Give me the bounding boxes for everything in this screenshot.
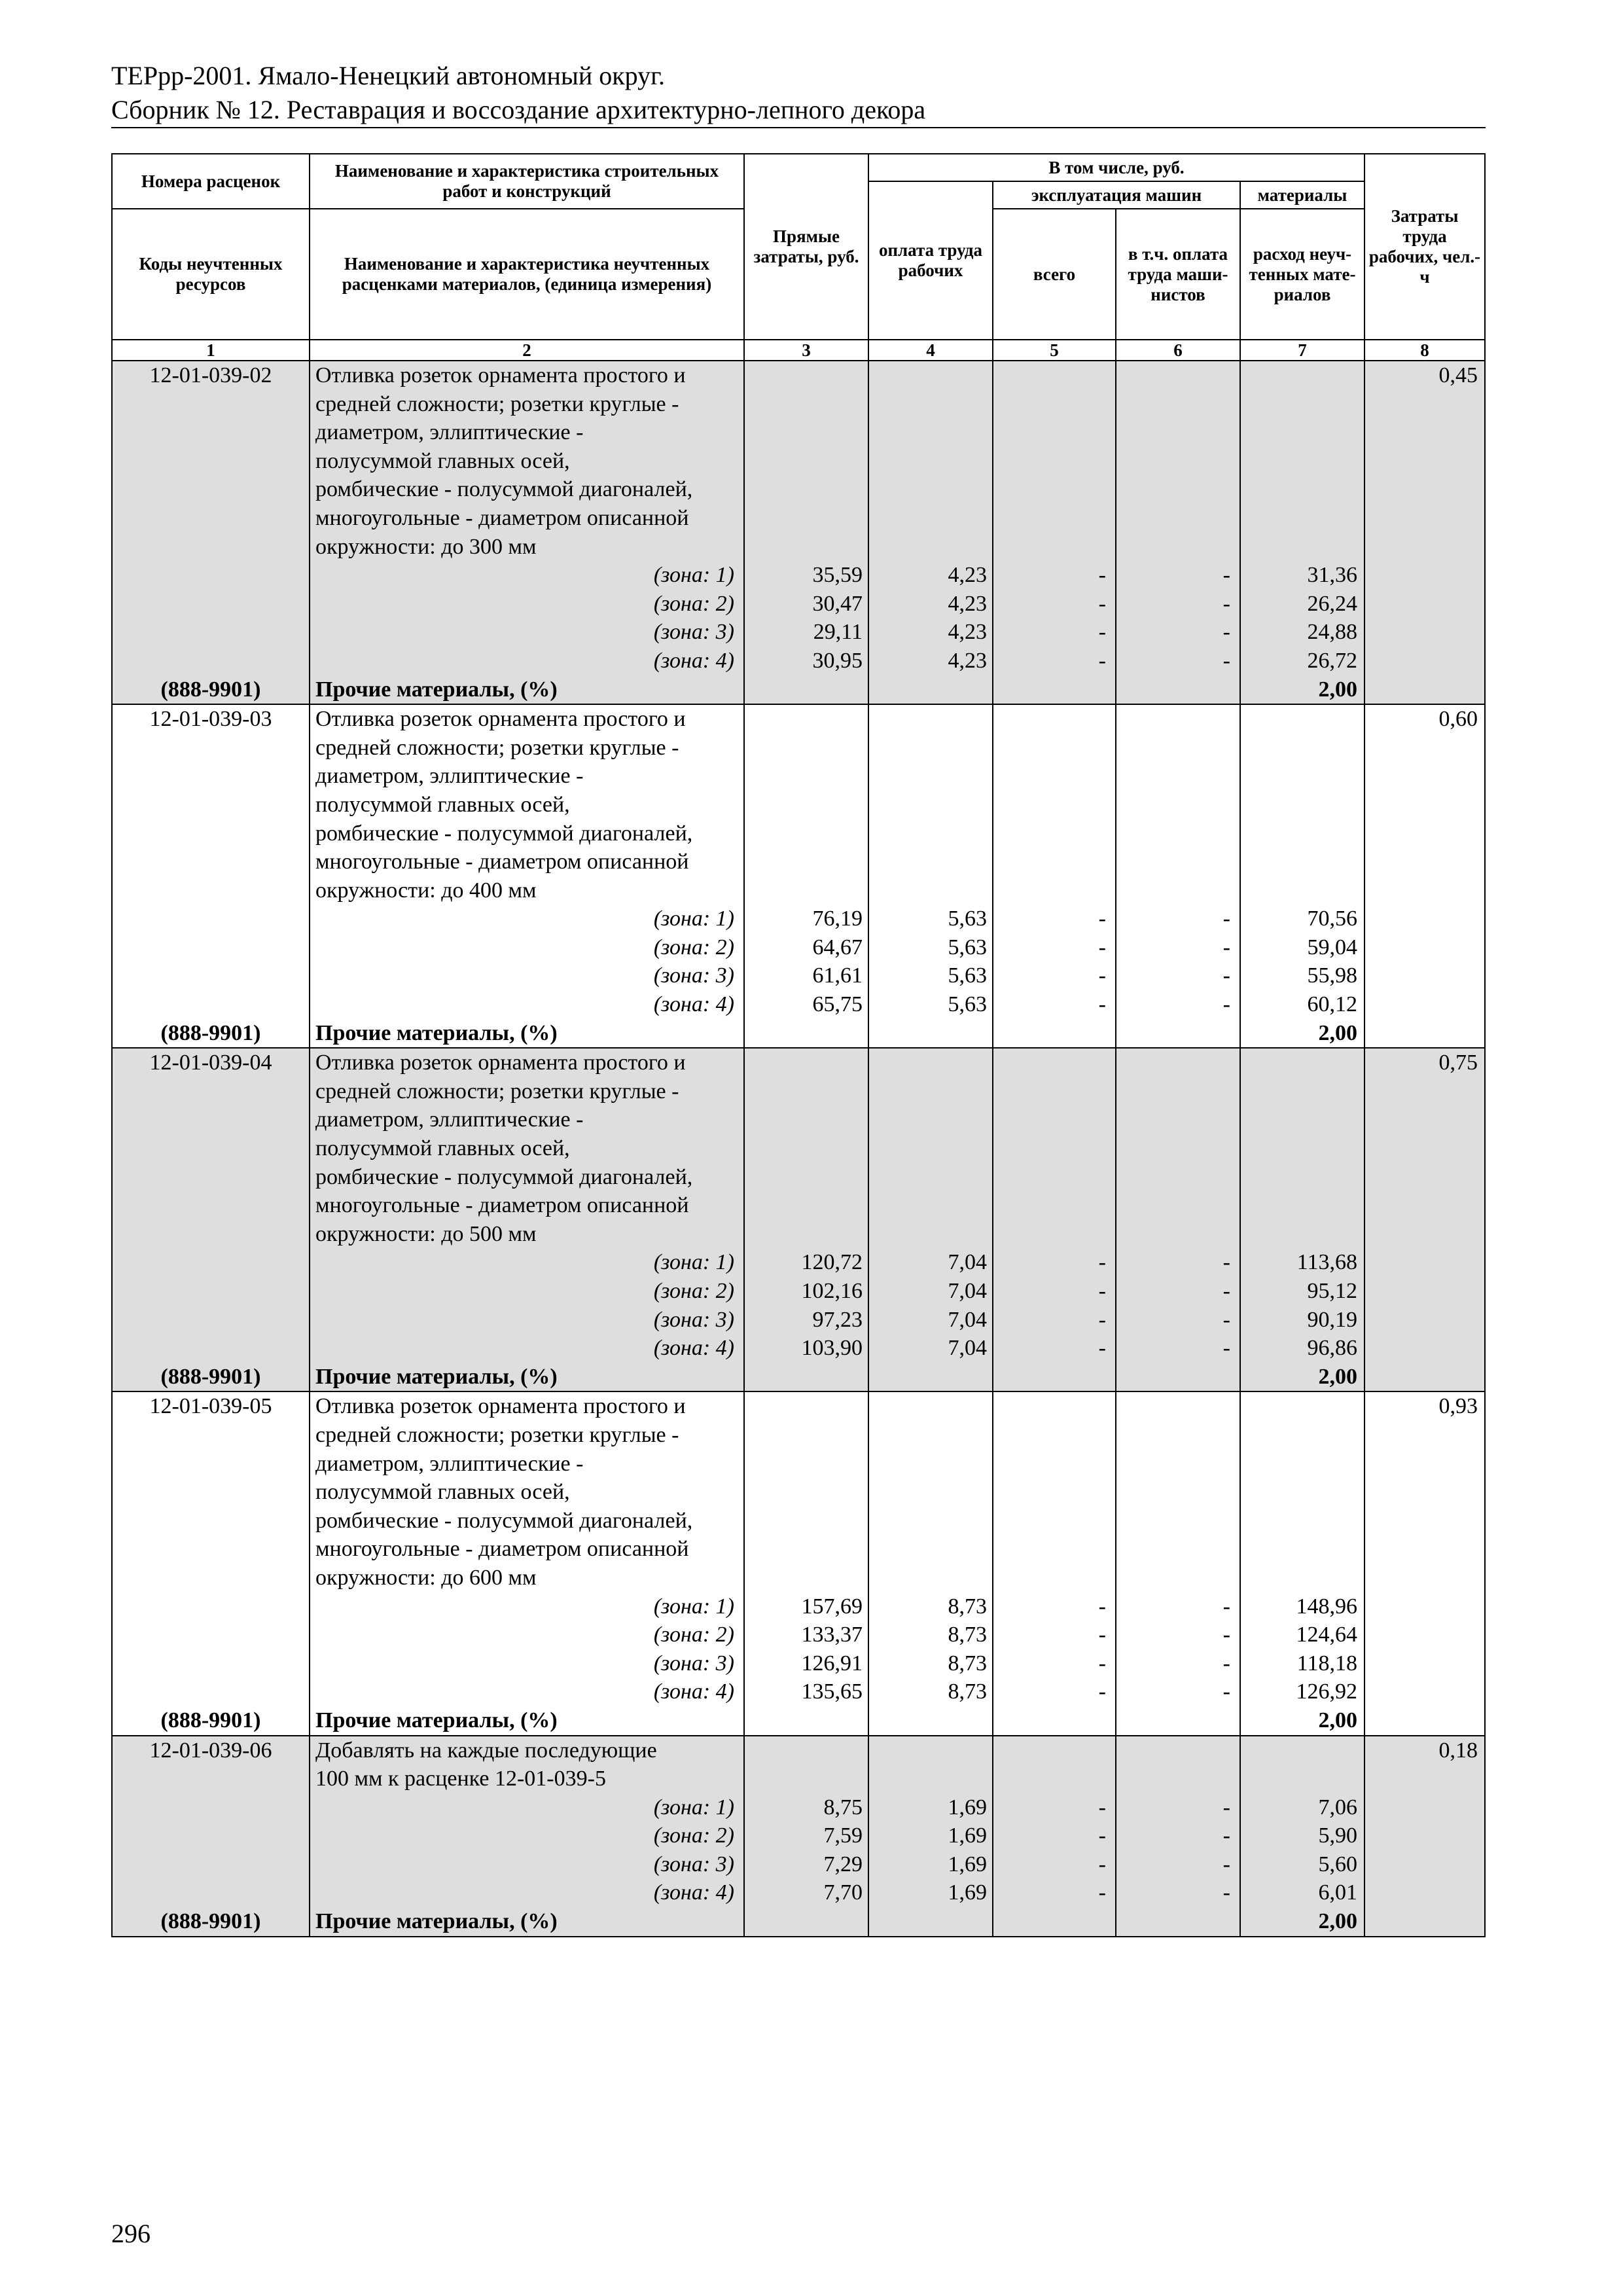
direct-costs-value: 157,69	[744, 1592, 868, 1621]
materials-value: 148,96	[1240, 1592, 1364, 1621]
header-material-name: Наименование и характеристика неучтенных расценками материалов, (единица измерения)	[310, 209, 744, 340]
rate-code: 12-01-039-04	[112, 1048, 310, 1077]
rate-description-line: полусуммой главных осей,	[310, 791, 744, 819]
header-resource-codes: Коды неучтенных ресурсов	[112, 209, 310, 340]
direct-costs-value: 135,65	[744, 1677, 868, 1706]
rate-group	[112, 361, 1485, 704]
material-code: (888-9901)	[112, 1363, 310, 1392]
rate-group	[112, 1736, 1485, 1937]
material-name: Прочие материалы, (%)	[310, 1706, 744, 1736]
table-header	[112, 154, 1485, 361]
header-work-name: Наименование и характеристика строительных работ и конструкций	[310, 154, 744, 209]
direct-costs-value: 30,47	[744, 590, 868, 619]
materials-value: 118,18	[1240, 1649, 1364, 1678]
zone-label: (зона: 1)	[310, 561, 744, 590]
column-number: 5	[993, 340, 1116, 361]
rate-description-line: Отливка розеток орнамента простого и	[310, 1048, 744, 1077]
rate-description-line: Отливка розеток орнамента простого и	[310, 1391, 744, 1421]
material-name: Прочие материалы, (%)	[310, 675, 744, 705]
worker-pay-value: 7,04	[868, 1306, 993, 1335]
material-name: Прочие материалы, (%)	[310, 1363, 744, 1392]
collection-title: ТЕРрр-2001. Ямало-Ненецкий автономный округ.	[111, 61, 666, 90]
materials-value: 124,64	[1240, 1621, 1364, 1649]
direct-costs-value: 120,72	[744, 1248, 868, 1277]
materials-value: 95,12	[1240, 1277, 1364, 1306]
header-machinist-pay: в т.ч. оплата труда маши-нистов	[1116, 209, 1240, 340]
zone-label: (зона: 4)	[310, 1878, 744, 1907]
materials-value: 31,36	[1240, 561, 1364, 590]
materials-value: 6,01	[1240, 1878, 1364, 1907]
zone-label: (зона: 2)	[310, 933, 744, 962]
zone-row	[112, 933, 1485, 962]
machine-total-value: -	[993, 1878, 1116, 1907]
machinist-pay-value: -	[1116, 961, 1240, 990]
machinist-pay-value: -	[1116, 1621, 1240, 1649]
worker-pay-value: 4,23	[868, 561, 993, 590]
zone-row	[112, 590, 1485, 619]
zone-row	[112, 1649, 1485, 1678]
machinist-pay-value: -	[1116, 561, 1240, 590]
direct-costs-value: 7,29	[744, 1850, 868, 1879]
rate-description-line: окружности: до 300 мм	[310, 533, 744, 562]
rate-group	[112, 1391, 1485, 1735]
rate-group	[112, 704, 1485, 1048]
labor-costs-value: 0,60	[1364, 704, 1485, 734]
direct-costs-value: 61,61	[744, 961, 868, 990]
machine-total-value: -	[993, 590, 1116, 619]
zone-label: (зона: 3)	[310, 1850, 744, 1879]
machine-total-value: -	[993, 1793, 1116, 1822]
zone-row	[112, 1621, 1485, 1649]
machinist-pay-value: -	[1116, 1850, 1240, 1879]
materials-value: 26,24	[1240, 590, 1364, 619]
page-number: 296	[111, 2219, 151, 2248]
materials-value: 60,12	[1240, 990, 1364, 1019]
rates-table	[111, 153, 1486, 1937]
rate-code: 12-01-039-02	[112, 361, 310, 390]
rate-code: 12-01-039-06	[112, 1736, 310, 1765]
rate-description-line: ромбические - полусуммой диагоналей,	[310, 819, 744, 848]
materials-value: 70,56	[1240, 905, 1364, 933]
machine-total-value: -	[993, 905, 1116, 933]
machinist-pay-value: -	[1116, 1277, 1240, 1306]
machine-total-value: -	[993, 933, 1116, 962]
collection-subtitle: Сборник № 12. Реставрация и воссоздание архитектурно-лепного декора	[111, 95, 926, 124]
zone-label: (зона: 2)	[310, 1621, 744, 1649]
machinist-pay-value: -	[1116, 990, 1240, 1019]
zone-row	[112, 618, 1485, 647]
header-worker-pay: оплата труда рабочих	[868, 181, 993, 340]
worker-pay-value: 4,23	[868, 647, 993, 675]
worker-pay-value: 5,63	[868, 990, 993, 1019]
rate-description-line: Отливка розеток орнамента простого и	[310, 361, 744, 390]
materials-value: 126,92	[1240, 1677, 1364, 1706]
zone-label: (зона: 1)	[310, 1592, 744, 1621]
direct-costs-value: 65,75	[744, 990, 868, 1019]
zone-row	[112, 1850, 1485, 1879]
machine-total-value: -	[993, 647, 1116, 675]
machinist-pay-value: -	[1116, 905, 1240, 933]
material-usage-value: 2,00	[1240, 675, 1364, 705]
machine-total-value: -	[993, 1248, 1116, 1277]
machine-total-value: -	[993, 1821, 1116, 1850]
rate-description-line: средней сложности; розетки круглые -	[310, 1077, 744, 1106]
zone-label: (зона: 2)	[310, 1821, 744, 1850]
worker-pay-value: 7,04	[868, 1277, 993, 1306]
rate-description-line: ромбические - полусуммой диагоналей,	[310, 475, 744, 504]
zone-label: (зона: 1)	[310, 1248, 744, 1277]
worker-pay-value: 5,63	[868, 905, 993, 933]
machinist-pay-value: -	[1116, 1649, 1240, 1678]
column-number: 2	[310, 340, 744, 361]
material-row	[112, 1706, 1485, 1736]
header-divider	[111, 127, 1486, 128]
materials-value: 96,86	[1240, 1334, 1364, 1363]
direct-costs-value: 29,11	[744, 618, 868, 647]
rate-description-line: 100 мм к расценке 12-01-039-5	[310, 1765, 744, 1793]
column-number: 7	[1240, 340, 1364, 361]
material-row	[112, 1907, 1485, 1937]
rate-description-line: многоугольные - диаметром описанной	[310, 848, 744, 876]
zone-row	[112, 1334, 1485, 1363]
materials-value: 5,90	[1240, 1821, 1364, 1850]
rate-description-line: Добавлять на каждые последующие	[310, 1736, 744, 1765]
rate-description-line: ромбические - полусуммой диагоналей,	[310, 1163, 744, 1192]
materials-value: 113,68	[1240, 1248, 1364, 1277]
worker-pay-value: 5,63	[868, 961, 993, 990]
machine-total-value: -	[993, 618, 1116, 647]
rate-description-line: ромбические - полусуммой диагоналей,	[310, 1507, 744, 1535]
rate-description-line: окружности: до 500 мм	[310, 1220, 744, 1249]
zone-row	[112, 647, 1485, 675]
worker-pay-value: 7,04	[868, 1248, 993, 1277]
worker-pay-value: 8,73	[868, 1649, 993, 1678]
rate-description-line: диаметром, эллиптические -	[310, 762, 744, 791]
rate-description-line: многоугольные - диаметром описанной	[310, 504, 744, 533]
machinist-pay-value: -	[1116, 1592, 1240, 1621]
worker-pay-value: 4,23	[868, 618, 993, 647]
column-numbers-row	[112, 340, 1485, 361]
header-direct-costs: Прямые затраты, руб.	[744, 154, 868, 340]
machine-total-value: -	[993, 1677, 1116, 1706]
zone-row	[112, 961, 1485, 990]
rate-description-line: средней сложности; розетки круглые -	[310, 1421, 744, 1450]
direct-costs-value: 76,19	[744, 905, 868, 933]
zone-row	[112, 1277, 1485, 1306]
rate-description-line: диаметром, эллиптические -	[310, 1450, 744, 1479]
zone-row	[112, 1592, 1485, 1621]
rate-description-line: диаметром, эллиптические -	[310, 418, 744, 447]
zone-label: (зона: 2)	[310, 1277, 744, 1306]
header-labor-costs: Затраты труда рабочих, чел.-ч	[1364, 154, 1485, 340]
worker-pay-value: 1,69	[868, 1821, 993, 1850]
header-including: В том числе, руб.	[868, 154, 1364, 181]
header-material-usage: расход неуч-тенных мате-риалов	[1240, 209, 1364, 340]
zone-row	[112, 1878, 1485, 1907]
machinist-pay-value: -	[1116, 590, 1240, 619]
worker-pay-value: 5,63	[868, 933, 993, 962]
materials-value: 7,06	[1240, 1793, 1364, 1822]
machinist-pay-value: -	[1116, 1306, 1240, 1335]
machine-total-value: -	[993, 1592, 1116, 1621]
direct-costs-value: 64,67	[744, 933, 868, 962]
worker-pay-value: 1,69	[868, 1878, 993, 1907]
rate-description-line: окружности: до 400 мм	[310, 876, 744, 905]
rate-description-line: окружности: до 600 мм	[310, 1564, 744, 1592]
rate-description-line: Отливка розеток орнамента простого и	[310, 704, 744, 734]
rate-code: 12-01-039-03	[112, 704, 310, 734]
material-usage-value: 2,00	[1240, 1363, 1364, 1392]
rate-description-line: диаметром, эллиптические -	[310, 1105, 744, 1134]
materials-value: 24,88	[1240, 618, 1364, 647]
direct-costs-value: 35,59	[744, 561, 868, 590]
direct-costs-value: 126,91	[744, 1649, 868, 1678]
zone-label: (зона: 4)	[310, 647, 744, 675]
direct-costs-value: 7,59	[744, 1821, 868, 1850]
material-name: Прочие материалы, (%)	[310, 1907, 744, 1937]
direct-costs-value: 8,75	[744, 1793, 868, 1822]
material-usage-value: 2,00	[1240, 1907, 1364, 1937]
material-row	[112, 675, 1485, 705]
zone-label: (зона: 3)	[310, 618, 744, 647]
worker-pay-value: 8,73	[868, 1677, 993, 1706]
labor-costs-value: 0,45	[1364, 361, 1485, 390]
machinist-pay-value: -	[1116, 1248, 1240, 1277]
direct-costs-value: 102,16	[744, 1277, 868, 1306]
rate-group	[112, 1048, 1485, 1391]
zone-label: (зона: 4)	[310, 1677, 744, 1706]
zone-row	[112, 561, 1485, 590]
zone-row	[112, 1306, 1485, 1335]
zone-row	[112, 1821, 1485, 1850]
zone-label: (зона: 4)	[310, 990, 744, 1019]
header-materials: материалы	[1240, 181, 1364, 209]
material-name: Прочие материалы, (%)	[310, 1019, 744, 1049]
zone-label: (зона: 1)	[310, 905, 744, 933]
machine-total-value: -	[993, 961, 1116, 990]
direct-costs-value: 103,90	[744, 1334, 868, 1363]
direct-costs-value: 133,37	[744, 1621, 868, 1649]
rate-description-line: многоугольные - диаметром описанной	[310, 1191, 744, 1220]
worker-pay-value: 8,73	[868, 1592, 993, 1621]
rate-description-line: средней сложности; розетки круглые -	[310, 734, 744, 762]
machinist-pay-value: -	[1116, 647, 1240, 675]
header-rate-numbers: Номера расценок	[112, 154, 310, 209]
column-number: 8	[1364, 340, 1485, 361]
worker-pay-value: 7,04	[868, 1334, 993, 1363]
machine-total-value: -	[993, 1306, 1116, 1335]
worker-pay-value: 8,73	[868, 1621, 993, 1649]
material-usage-value: 2,00	[1240, 1706, 1364, 1736]
labor-costs-value: 0,93	[1364, 1391, 1485, 1421]
zone-row	[112, 990, 1485, 1019]
materials-value: 55,98	[1240, 961, 1364, 990]
zone-row	[112, 1793, 1485, 1822]
worker-pay-value: 1,69	[868, 1793, 993, 1822]
materials-value: 59,04	[1240, 933, 1364, 962]
machinist-pay-value: -	[1116, 618, 1240, 647]
material-row	[112, 1363, 1485, 1392]
column-number: 6	[1116, 340, 1240, 361]
zone-label: (зона: 2)	[310, 590, 744, 619]
rate-description-line: многоугольные - диаметром описанной	[310, 1535, 744, 1564]
header-machine-total: всего	[993, 209, 1116, 340]
worker-pay-value: 1,69	[868, 1850, 993, 1879]
machinist-pay-value: -	[1116, 933, 1240, 962]
materials-value: 90,19	[1240, 1306, 1364, 1335]
zone-row	[112, 1248, 1485, 1277]
material-code: (888-9901)	[112, 1706, 310, 1736]
rate-description-line: полусуммой главных осей,	[310, 447, 744, 476]
materials-value: 5,60	[1240, 1850, 1364, 1879]
zone-label: (зона: 4)	[310, 1334, 744, 1363]
machine-total-value: -	[993, 1621, 1116, 1649]
machinist-pay-value: -	[1116, 1793, 1240, 1822]
machine-total-value: -	[993, 1850, 1116, 1879]
material-code: (888-9901)	[112, 1907, 310, 1937]
material-code: (888-9901)	[112, 675, 310, 705]
machine-total-value: -	[993, 1277, 1116, 1306]
machinist-pay-value: -	[1116, 1677, 1240, 1706]
zone-label: (зона: 3)	[310, 1649, 744, 1678]
zone-row	[112, 1677, 1485, 1706]
material-usage-value: 2,00	[1240, 1019, 1364, 1049]
materials-value: 26,72	[1240, 647, 1364, 675]
page-header	[111, 59, 1486, 127]
rate-description-line: полусуммой главных осей,	[310, 1478, 744, 1507]
machinist-pay-value: -	[1116, 1878, 1240, 1907]
zone-label: (зона: 3)	[310, 1306, 744, 1335]
direct-costs-value: 30,95	[744, 647, 868, 675]
machine-total-value: -	[993, 561, 1116, 590]
rate-code: 12-01-039-05	[112, 1391, 310, 1421]
labor-costs-value: 0,75	[1364, 1048, 1485, 1077]
column-number: 1	[112, 340, 310, 361]
worker-pay-value: 4,23	[868, 590, 993, 619]
header-machine-operation: эксплуатация машин	[993, 181, 1240, 209]
direct-costs-value: 97,23	[744, 1306, 868, 1335]
material-code: (888-9901)	[112, 1019, 310, 1049]
machine-total-value: -	[993, 1334, 1116, 1363]
machine-total-value: -	[993, 990, 1116, 1019]
material-row	[112, 1019, 1485, 1049]
zone-label: (зона: 3)	[310, 961, 744, 990]
zone-row	[112, 905, 1485, 933]
column-number: 3	[744, 340, 868, 361]
zone-label: (зона: 1)	[310, 1793, 744, 1822]
column-number: 4	[868, 340, 993, 361]
rate-description-line: полусуммой главных осей,	[310, 1134, 744, 1163]
labor-costs-value: 0,18	[1364, 1736, 1485, 1765]
direct-costs-value: 7,70	[744, 1878, 868, 1907]
machine-total-value: -	[993, 1649, 1116, 1678]
machinist-pay-value: -	[1116, 1334, 1240, 1363]
rate-description-line: средней сложности; розетки круглые -	[310, 390, 744, 419]
machinist-pay-value: -	[1116, 1821, 1240, 1850]
